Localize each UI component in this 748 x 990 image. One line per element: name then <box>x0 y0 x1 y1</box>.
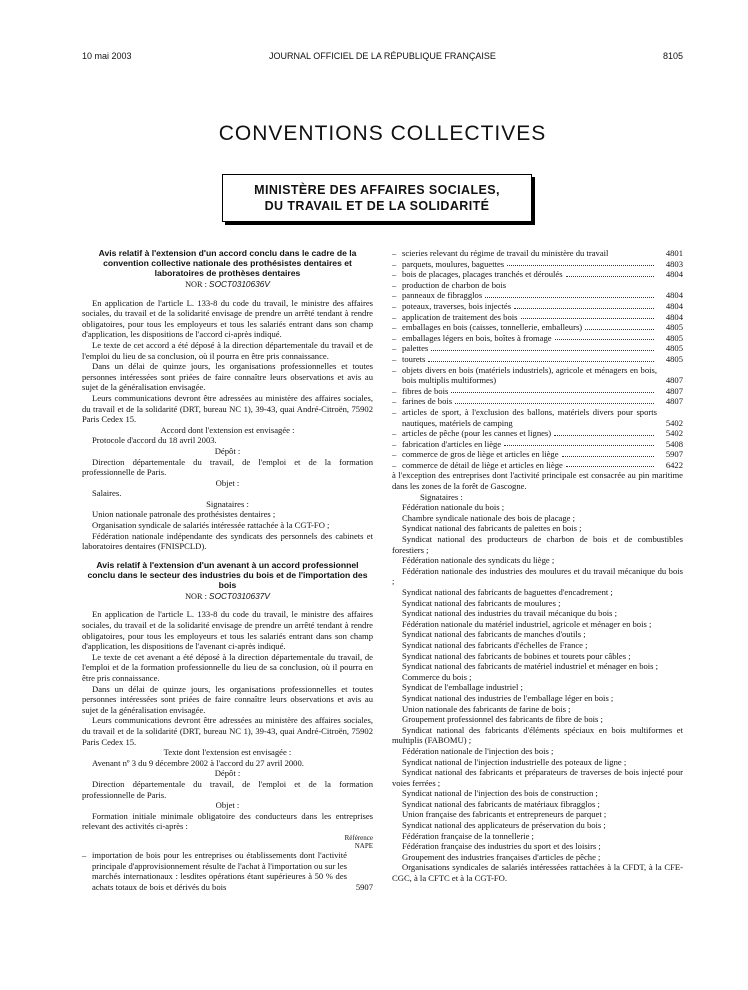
activity-text: farines de bois <box>402 396 453 407</box>
activity-item: – emballages en bois (caisses, tonnellerie, emballeurs) 4805 <box>392 322 683 333</box>
activity-text: tourets <box>402 353 426 364</box>
avis2-paragraph-3: Dans un délai de quinze jours, les organisations professionnelles et toutes personnes intéressées sont priées de faire connaître leurs observations et avis au sujet de la généralisation envisagée. <box>82 683 373 715</box>
activity-item: – tourets 4805 <box>392 353 683 364</box>
signataire-item: Syndicat national des fabricants de matériaux fibragglos ; <box>402 798 600 809</box>
signataire-item: Syndicat national des producteurs de charbon de bois et de combustibles forestiers ; <box>392 534 683 555</box>
signataire-item: Syndicat national des industries de l'emballage léger en bois ; <box>402 692 614 703</box>
avis1-objet-label: Objet : <box>215 477 240 488</box>
activity-text: fabrication d'articles en liège <box>402 438 502 449</box>
signataire-item: Fédération nationale du bois ; <box>402 502 505 513</box>
activity-code: 4807 <box>665 385 683 396</box>
avis2-objet-label: Objet : <box>215 800 240 811</box>
signataire-item: Syndicat national des fabricants de moulures ; <box>402 597 561 608</box>
avis1-texte-label: Accord dont l'extension est envisagée : <box>160 424 295 435</box>
ministry-line-2: DU TRAVAIL ET DE LA SOLIDARITÉ <box>264 199 490 213</box>
activities-list <box>392 248 683 470</box>
activity-text: palettes <box>402 343 429 354</box>
activity-item: – articles de sport, à l'exclusion des ballons, matériels divers pour sports nautiques, matériels de camping 5402 <box>392 406 683 428</box>
activity-code: 5907 <box>355 881 373 892</box>
signataire-item: Groupement des industries françaises d'articles de pêche ; <box>402 851 601 862</box>
activity-code: 4804 <box>665 300 683 311</box>
activity-text: parquets, moulures, baguettes <box>402 258 505 269</box>
activity-item: – articles de pêche (pour les cannes et lignes) 5402 <box>392 428 683 439</box>
signataire-item: Syndicat national des fabricants d'éléments spéciaux en bois multiformes et multiplis (FABOMU) ; <box>392 724 683 746</box>
avis1-signataire: Organisation syndicale de salariés intéressée rattachée à la CGT-FO ; <box>92 520 330 531</box>
activity-text: fibres de bois <box>402 385 449 396</box>
activity-text: commerce de détail de liège et articles en liège <box>402 459 563 470</box>
signataire-item: Fédération française des industries du sport et des loisirs ; <box>402 841 601 852</box>
activity-code: 4805 <box>665 353 683 364</box>
right-column <box>392 248 683 884</box>
signataire-item: Syndicat de l'emballage industriel ; <box>402 682 523 693</box>
activity-code: 5408 <box>665 438 683 449</box>
activity-code: 4807 <box>665 375 683 386</box>
signataire-item: Fédération nationale des syndicats du liège ; <box>402 555 555 566</box>
avis2-objet-value: Formation initiale minimale obligatoire des conducteurs dans les entreprises relevant des activités ci-après : <box>82 810 373 832</box>
avis1-nor <box>82 279 373 291</box>
activity-code: 4804 <box>665 269 683 280</box>
page-header <box>82 51 683 65</box>
header-journal-name: JOURNAL OFFICIEL DE LA RÉPUBLIQUE FRANÇAISE <box>269 51 496 61</box>
avis2-nor-label: NOR : <box>185 591 207 601</box>
activity-code: 4801 <box>665 248 683 258</box>
avis2-paragraph-1: En application de l'article L. 133-8 du code du travail, le ministre des affaires sociales, du travail et de la solidarité envisage de prendre un arrêté tendant à rendre obligatoires, pour tous les employeurs et tous les salariés entrant dans son champ d'application, les dispositions de l'avenant ci-après indiqué. <box>82 609 373 652</box>
activity-item: – parquets, moulures, baguettes 4803 <box>392 258 683 269</box>
avis2-depot-label: Dépôt : <box>214 768 241 779</box>
nape-label: NAPE <box>354 841 373 850</box>
avis2-paragraph-4: Leurs communications devront être adressées au ministère des affaires sociales, du travail et de la solidarité (DRT, bureau NC 1), 39-43, quai André-Citroën, 75902 Paris Cedex 15. <box>82 715 373 747</box>
signataire-item: Groupement professionnel des fabricants de fibre de bois ; <box>402 714 603 725</box>
signataire-item: Syndicat national des fabricants de matériel industriel et ménager en bois ; <box>402 661 659 672</box>
activity-code: 4804 <box>665 290 683 301</box>
reference-label: Référence <box>344 833 373 842</box>
reference-header <box>82 834 373 850</box>
activity-item: – production de charbon de bois <box>392 279 507 290</box>
signataire-item: Syndicat national des fabricants de bobines et tourets pour câbles ; <box>402 650 631 661</box>
signataire-item: Syndicat national des industries du travail mécanique du bois ; <box>402 608 618 619</box>
activity-item: – fibres de bois 4807 <box>392 385 683 396</box>
signataire-item: Chambre syndicale nationale des bois de placage ; <box>402 512 576 523</box>
activity-item: – poteaux, traverses, bois injectés 4804 <box>392 300 683 311</box>
avis1-texte-value: Protocole d'accord du 18 avril 2003. <box>92 435 217 446</box>
activity-code: 5402 <box>665 417 683 428</box>
signataire-item: Fédération nationale de l'injection des bois ; <box>402 745 554 756</box>
avis2-paragraph-2: Le texte de cet avenant a été déposé à la direction départementale du travail, de l'emploi et de la formation professionnelle du lieu de sa conclusion, où il pourra en être pris connaissance. <box>82 651 373 683</box>
activity-item: – palettes 4805 <box>392 343 683 354</box>
avis2-texte-value: Avenant nº 3 du 9 décembre 2002 à l'accord du 27 avril 2000. <box>92 757 304 768</box>
exception-text: à l'exception des entreprises dont l'activité principale est consacrée au pin maritime dans les zones de la forêt de Gascogne. <box>392 470 683 492</box>
activity-item: – bois de placages, placages tranchés et déroulés 4804 <box>392 269 683 280</box>
avis1-nor-label: NOR : <box>185 280 207 289</box>
activity-item: – objets divers en bois (matériels industriels), agricole et ménagers en bois, bois multiplis multiformes) 4807 <box>392 364 683 386</box>
section-title: CONVENTIONS COLLECTIVES <box>218 122 547 145</box>
signataire-item: Syndicat national des fabricants d'échelles de France ; <box>402 639 588 650</box>
signataire-item: Union nationale des fabricants de farine de bois ; <box>402 703 571 714</box>
activity-item: – panneaux de fibragglos 4804 <box>392 290 683 301</box>
activity-item: – scieries relevant du régime de travail du ministère du travail 4801 <box>392 248 683 258</box>
signataire-item: Fédération nationale du matériel industriel, agricole et ménager en bois ; <box>402 618 652 629</box>
avis2-title: Avis relatif à l'extension d'un avenant à un accord professionnel conclu dans le secteur des industries du bois et de l'importation des bois <box>87 559 368 590</box>
avis1-nor-code: SOCT0310636V <box>209 279 270 289</box>
signataire-item: Union française des fabricants et entrepreneurs de parquet ; <box>402 809 607 820</box>
activity-text: commerce de gros de liège et articles en liège <box>402 449 559 460</box>
activity-item: – fabrication d'articles en liège 5408 <box>392 438 683 449</box>
header-page-number: 8105 <box>662 51 683 61</box>
activity-item: – commerce de détail de liège et articles en liège 6422 <box>392 459 683 470</box>
signataire-item: Syndicat national des fabricants de baguettes d'encadrement ; <box>402 587 613 597</box>
signataire-item: Syndicat national des fabricants de manches d'outils ; <box>402 629 586 640</box>
activity-text: bois de placages, placages tranchés et déroulés <box>402 269 563 280</box>
avis2-signataires-label: Signataires : <box>420 491 463 502</box>
avis1-signataire: Fédération nationale indépendante des syndicats des personnels des cabinets et laboratoires dentaires (FNISPCLD). <box>82 530 373 552</box>
signataire-item: Syndicat national des fabricants de palettes en bois ; <box>402 523 582 534</box>
activity-code: 4805 <box>665 322 683 333</box>
activity-text: importation de bois pour les entreprises ou établissements dont l'activité principale d'approvisionnement résulte de l'achat à l'importation ou sur les marchés internationaux : lesdites opérations étant supérieures à 50 % des achats totaux de bois et dérivés du bois <box>92 849 347 892</box>
avis1-objet-value: Salaires. <box>92 488 122 499</box>
activity-text: poteaux, traverses, bois injectés <box>402 300 512 311</box>
activity-code: 4803 <box>665 258 683 269</box>
avis1-paragraph-2: Le texte de cet accord a été déposé à la direction départementale du travail et de l'emploi du lieu de sa conclusion, où il pourra en être pris connaissance. <box>82 339 373 361</box>
avis2-texte-label: Texte dont l'extension est envisagée : <box>163 747 292 758</box>
activity-item: – importation de bois pour les entreprises ou établissements dont l'activité principale d'approvisionnement résulte de l'achat à l'importation ou sur les marchés internationaux : lesdites opérations étant supérieures à 50 % des achats totaux de bois et dérivés du bois 5907 <box>82 849 373 892</box>
signataire-item: Fédération nationale des industries des moulures et du travail mécanique du bois ; <box>392 565 683 587</box>
activity-text: panneaux de fibragglos <box>402 290 483 301</box>
activity-text: articles de sport, à l'exclusion des ballons, matériels divers pour sports nautiques, matériels de camping <box>402 406 657 428</box>
signataire-item: Syndicat national de l'injection industrielle des poteaux de ligne ; <box>402 756 627 767</box>
avis2-depot-value: Direction départementale du travail, de l'emploi et de la formation professionnelle de Paris. <box>82 778 373 800</box>
avis2-nor-code: SOCT0310637V <box>209 590 270 601</box>
ministry-box <box>222 174 532 222</box>
activity-item: – emballages légers en bois, boîtes à fromage 4805 <box>392 332 683 343</box>
signataire-item: Fédération française de la tonnellerie ; <box>402 830 534 841</box>
activity-item: – application de traitement des bois 4804 <box>392 311 683 322</box>
avis1-paragraph-1: En application de l'article L. 133-8 du code du travail, le ministre des affaires sociales, du travail et de la solidarité envisage de prendre un arrêté tendant à rendre obligatoires, pour tous les employeurs et tous les salariés entrant dans son champ d'application, les dispositions de l'accord ci-après indiqué. <box>82 297 373 340</box>
avis1-paragraph-4: Leurs communications devront être adressées au ministère des affaires sociales, du travail et de la solidarité (DRT, bureau NC 1), 39-43, quai André-Citroën, 75902 Paris Cedex 15. <box>82 392 373 425</box>
avis1-paragraph-3: Dans un délai de quinze jours, les organisations professionnelles et toutes personnes intéressées sont priées de faire connaître leurs observations et avis au sujet de la généralisation envisagée. <box>82 361 373 393</box>
signataire-item: Syndicat national des fabricants et préparateurs de traverses de bois injecté pour voies ferrées ; <box>392 767 683 788</box>
activity-text: production de charbon de bois <box>402 279 507 290</box>
activity-text: application de traitement des bois <box>402 311 518 322</box>
activity-text: objets divers en bois (matériels industriels), agricole et ménagers en bois, bois multiplis multiformes) <box>402 364 657 386</box>
signataire-item: Syndicat national de l'injection des bois de construction ; <box>402 788 598 799</box>
activity-code: 5907 <box>665 449 683 460</box>
activity-code: 4804 <box>665 311 683 322</box>
activity-code: 5402 <box>665 428 683 439</box>
header-date: 10 mai 2003 <box>82 51 132 61</box>
avis1-signataire: Union nationale patronale des prothésistes dentaires ; <box>92 509 276 520</box>
avis1-depot-value: Direction départementale du travail, de l'emploi et de la formation professionnelle de Paris. <box>82 456 373 478</box>
activity-item: – farines de bois 4807 <box>392 396 683 407</box>
avis1-title: Avis relatif à l'extension d'un accord conclu dans le cadre de la convention collective nationale des prothésistes dentaires et laboratoires de prothèses dentaires <box>98 248 357 278</box>
signataire-item: Syndicat national des applicateurs de préservation du bois ; <box>402 820 606 831</box>
signataire-item: Commerce du bois ; <box>402 671 472 682</box>
activity-text: scieries relevant du régime de travail du ministère du travail <box>402 248 609 258</box>
left-column <box>82 248 373 892</box>
avis1-depot-label: Dépôt : <box>214 445 241 456</box>
signataire-item: Organisations syndicales de salariés intéressées rattachées à la CFDT, à la CFE-CGC, à la CFTC et à la CGT-FO. <box>392 862 683 884</box>
activity-code: 4805 <box>665 343 683 354</box>
activity-text: articles de pêche (pour les cannes et lignes) <box>402 428 552 439</box>
activity-item: – commerce de gros de liège et articles en liège 5907 <box>392 449 683 460</box>
ministry-line-1: MINISTÈRE DES AFFAIRES SOCIALES, <box>254 183 500 197</box>
activity-code: 6422 <box>665 459 683 470</box>
activity-text: emballages en bois (caisses, tonnellerie, emballeurs) <box>402 322 583 333</box>
avis1-signataires-label: Signataires : <box>206 498 249 509</box>
signataires-list <box>392 502 683 883</box>
avis2-nor <box>82 591 373 603</box>
activity-code: 4805 <box>665 332 683 343</box>
activity-text: emballages légers en bois, boîtes à fromage <box>402 332 552 343</box>
activity-code: 4807 <box>665 396 683 407</box>
